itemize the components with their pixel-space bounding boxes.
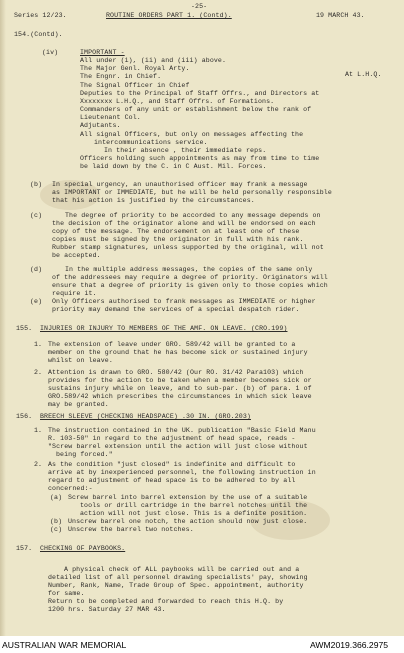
list-line: be laid down by the C. in C Aust. Mil. Forces. [80,163,267,170]
item-line: Screw barrel into barrel extension by the use of a suitable [68,494,308,501]
para-line: of the addressees may require a degree of priority. Originators will [52,274,328,281]
archive-name: AUSTRALIAN WAR MEMORIAL [2,640,127,650]
archive-accession-number: AWM2019.366.2975 [310,640,389,650]
item-label: (c) [50,526,63,533]
struck-word: Xxxxxxxx [80,98,113,105]
item-line: Unscrew barrel one notch, the action should now just close. [68,518,308,525]
para-line: As the condition "just closed" is indefinite and difficult to [48,461,296,468]
para-line: sustains injury while on leave, and to sub-par. (b) of para. 1 of [48,385,312,392]
list-line: Lieutenant Col. [80,114,141,121]
para-line: Attention is drawn to GRO. 580/42 (Our RO. 31/42 Para103) which [48,369,304,376]
para-label: 2. [34,461,43,468]
para-line: Number, Rank, Name, Trade Group of Spec. appointment, authority [48,582,304,589]
list-line: All signal Officers, but only on messages affecting the [80,131,304,138]
para-line: for same. [48,590,85,597]
list-line: Deputies to the Principal of Staff Offrs., and Directors at [80,90,320,97]
para-line: Return to be completed and forwarded to reach this H.Q. by [48,598,284,605]
section-number: 156. [16,413,33,420]
para-line: ensure that a degree of priority is given only to those copies which [52,282,328,289]
para-line: The instruction contained in the UK. publication "Basic Field Manu [48,427,316,434]
para-line: regard to adjustment of head space is to be adhered to by all [48,477,296,484]
para-line: may be granted. [48,401,109,408]
para-line: 1200 hrs. Saturday 27 MAR 43. [48,606,166,613]
para-line: as IMPORTANT or IMMEDIATE, but he will be held personally responsible [52,189,332,196]
list-line: Commanders of any unit or establishment below the rank of [80,106,312,113]
para-line: being forced." [56,451,113,458]
para-label: (e) [30,298,43,305]
series-number: Series 12/23. [14,12,67,19]
list-line: IMPORTANT - [80,49,125,56]
page-number: -25- [191,3,208,10]
para-line: priority may demand the services of a special despatch rider. [52,306,300,313]
para-line: GRO.589/42 which prescribes the circumstances in which sick leave [48,393,312,400]
para-label: (d) [30,266,43,273]
item-line: Unscrew the barrel two notches. [68,526,194,533]
para-line: In the multiple address messages, the copies of the same only [65,266,313,273]
item-label: (a) [50,494,63,501]
para-label: (b) [30,181,43,188]
document-date: 19 MARCH 43. [316,12,365,19]
section-number: 155. [16,325,33,332]
para-label: (c) [30,212,43,219]
list-line: The Major Genl. Royal Arty. [80,65,190,72]
list-line: All under (i), (ii) and (iii) above. [80,57,227,64]
para-line: member on the ground that he has become sick or sustained injury [48,349,308,356]
para-line: concerned:- [48,485,93,492]
section-number: 157. [16,545,33,552]
para-line: require it. [52,290,97,297]
list-line: The Signal Officer in Chief [80,82,190,89]
sub-item-iv-label: (iv) [42,49,59,56]
para-line: the decision of the originator alone and will be endorsed on each [52,220,316,227]
para-line: provides for the action to be taken when a member becomes sick or [48,377,312,384]
section-heading: INJURIES OR INJURY TO MEMBERS OF THE AMF. ON LEAVE. (CRO.199) [40,325,288,332]
para-label: 1. [34,341,43,348]
margin-note: At L.H.Q. [345,71,382,78]
para-line: whilst on leave. [48,357,113,364]
document-title: ROUTINE ORDERS PART 1. (Contd). [106,12,232,19]
para-label: 2. [34,369,43,376]
para-line: R. 103-50" in regard to the adjustment of head space, reads - [48,435,296,442]
list-line: Adjutants. [80,122,121,129]
para-label: 1. [34,427,43,434]
section-154-continued: 154.(Contd). [14,31,63,38]
para-line: "Screw barrel extension until the action will just close without [48,443,308,450]
list-line: The Engnr. in Chief. [80,73,162,80]
para-line: detailed list of all personnel drawing specialists' pay, showing [48,574,308,581]
list-line: intercommunications service. [94,139,208,146]
para-line: copies must be signed by the originator in full with his rank. [52,236,304,243]
para-line: arrive at by inexperienced personnel, the following instruction in [48,469,316,476]
para-line: The degree of priority to be accorded to any message depends on [65,212,321,219]
para-line: copy of the message. The endorsement on at least one of these [52,228,300,235]
para-line: The extension of leave under GRO. 589/42 will be granted to a [48,341,296,348]
list-line: L.H.Q., and Staff Offrs. of Formations. [116,98,275,105]
item-line: tools or drill cartridge in the barrel notches until the [80,502,308,509]
para-line: In special urgency, an unauthorised officer may frank a message [52,181,308,188]
para-line: be accepted. [52,252,101,259]
list-line: Officers holding such appointments as may from time to time [80,155,320,162]
para-line: Only Officers authorised to frank messages as IMMEDIATE or higher [52,298,316,305]
list-line: In their absence , their immediate reps. [104,147,267,154]
para-line: Rubber stamp signatures, unless supported by the original, will not [52,244,324,251]
section-heading: BREECH SLEEVE (CHECKING HEADSPACE) .30 IN. (GRO.203) [40,413,251,420]
item-label: (b) [50,518,63,525]
item-line: action will not just close. This is a definite position. [80,510,308,517]
para-line: that his action is justified by the circumstances. [52,197,255,204]
page-edge-shadow [0,0,6,636]
para-line: A physical check of ALL paybooks will be carried out and a [64,566,300,573]
section-heading: CHECKING OF PAYBOOKS. [40,545,126,552]
